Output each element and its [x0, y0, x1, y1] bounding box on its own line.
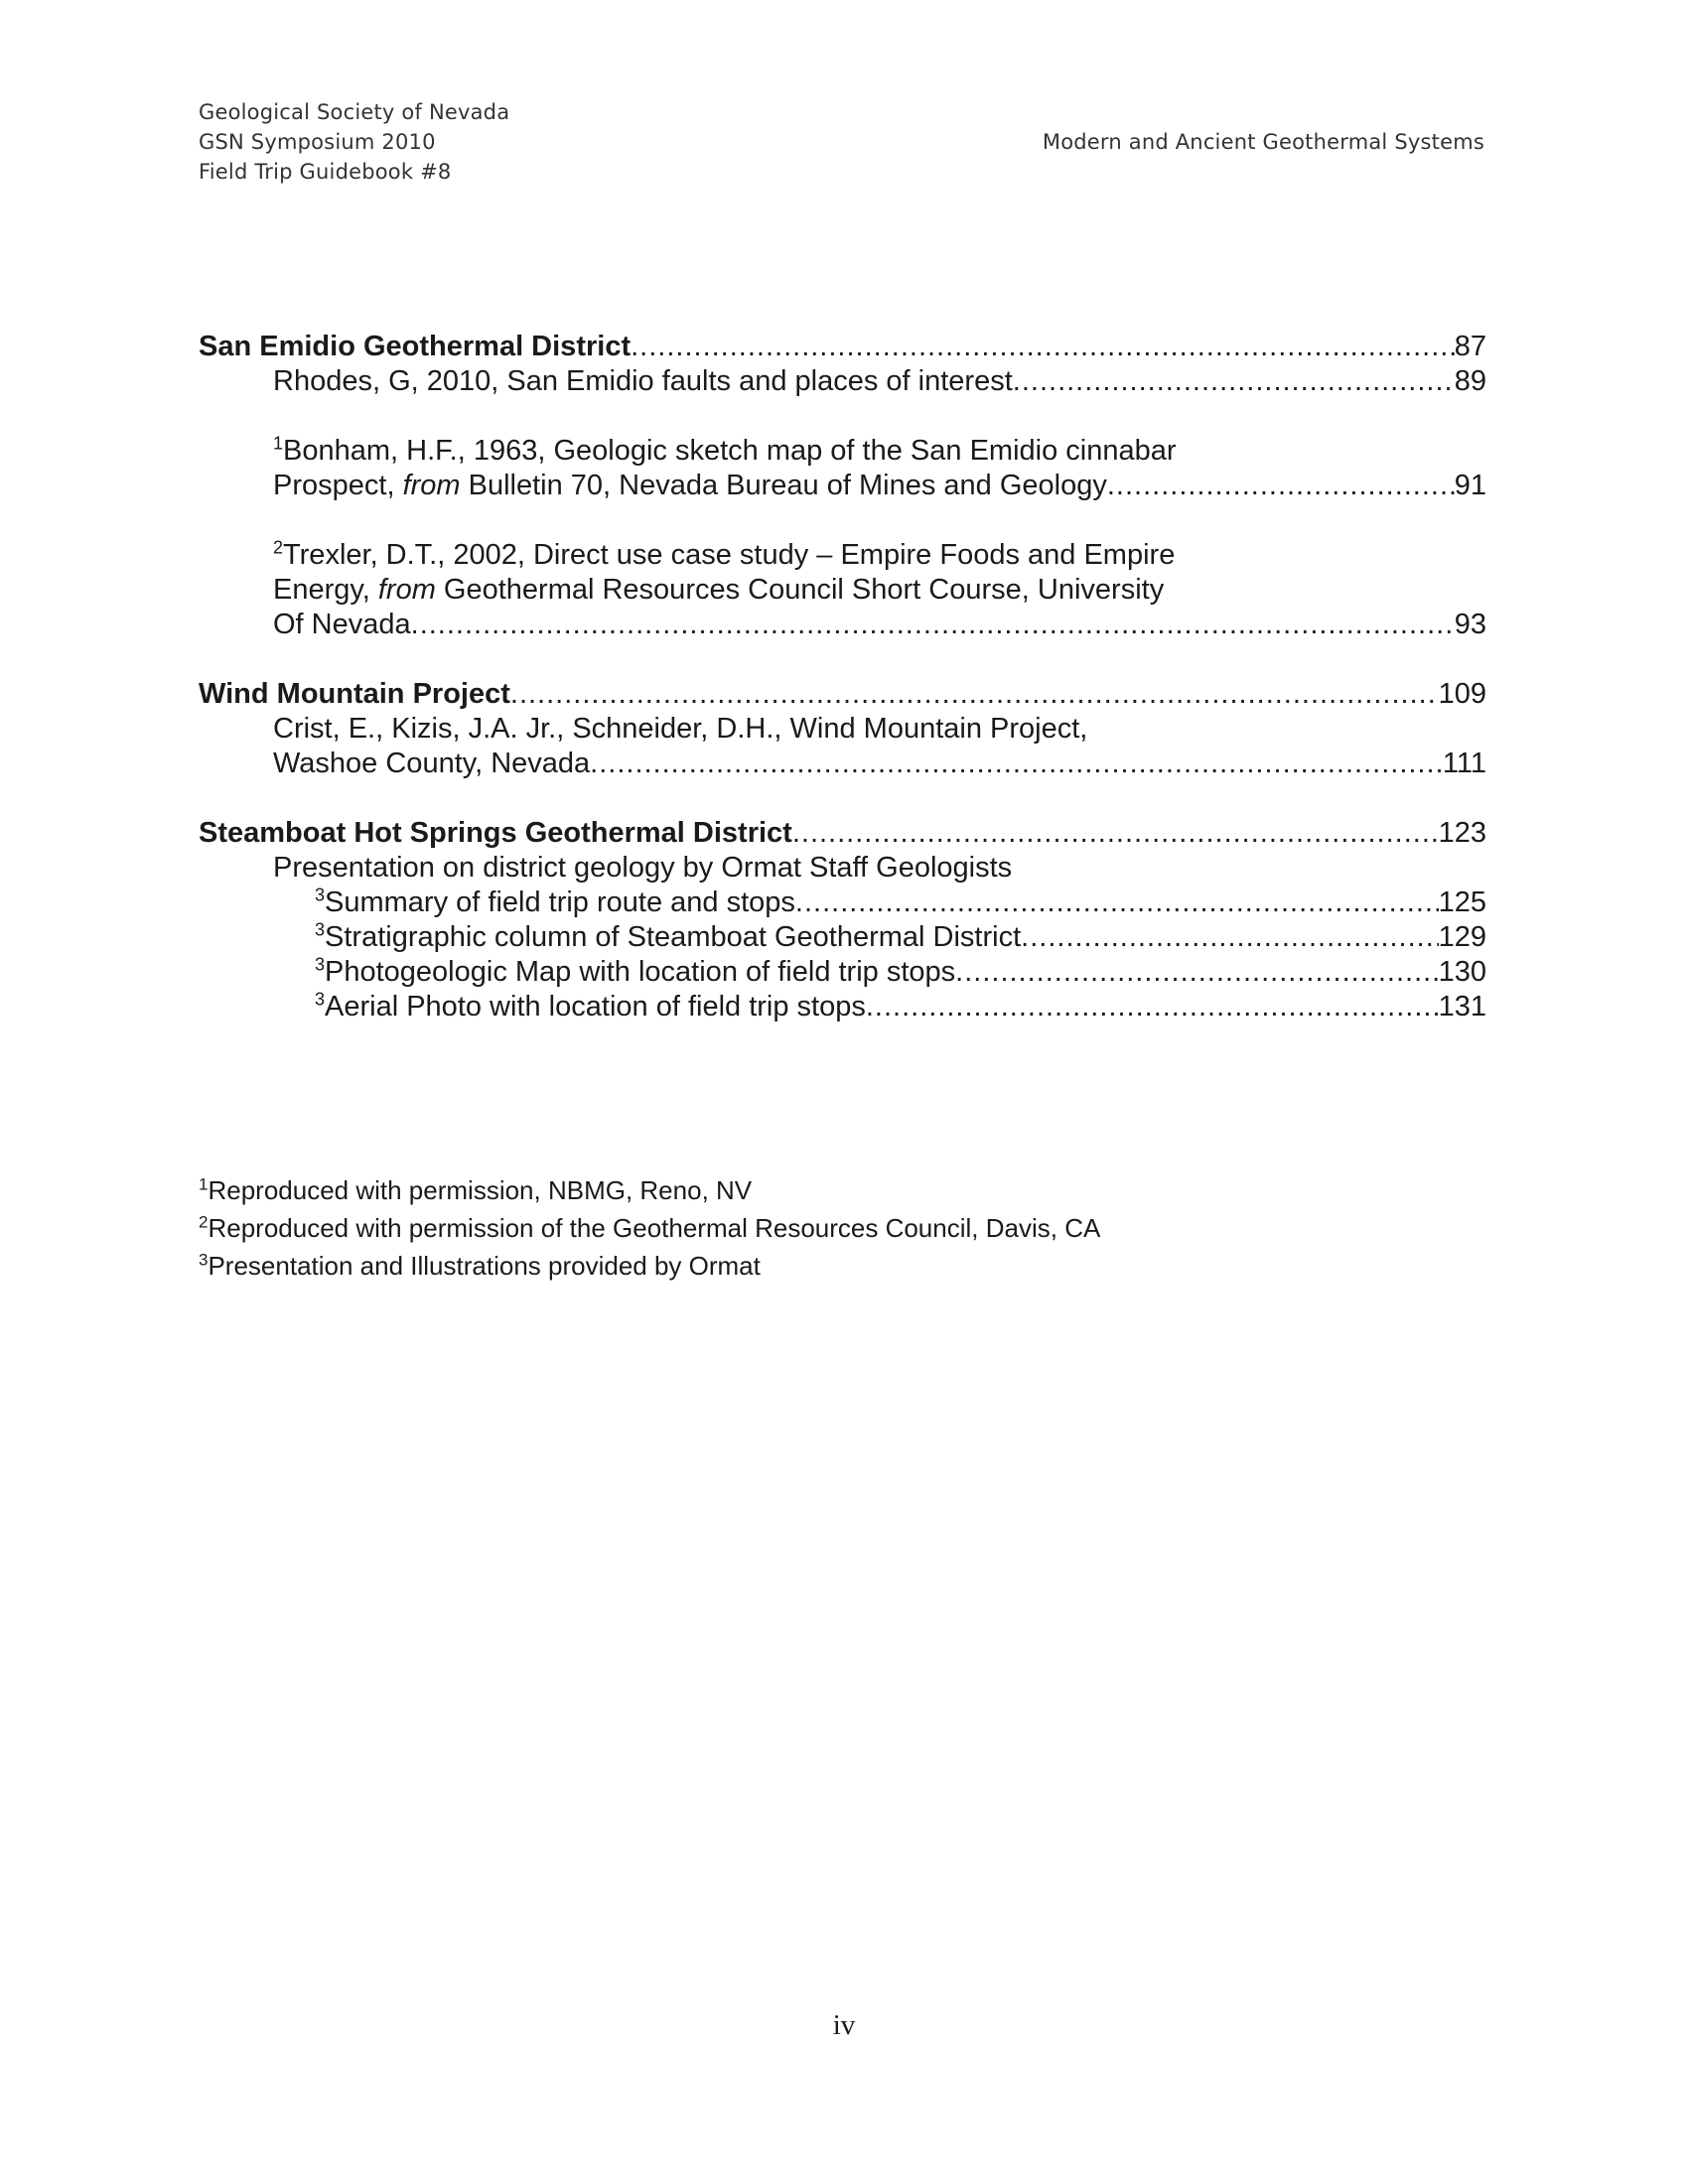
- toc-spacer: [199, 781, 1486, 816]
- toc-text-part: Energy,: [273, 574, 378, 606]
- toc-leader: [866, 990, 1439, 1024]
- toc-subentry-photogeologic[interactable]: [315, 955, 1486, 990]
- footnote-ref: 2: [273, 537, 284, 558]
- toc-entry-rhodes[interactable]: [273, 364, 1486, 399]
- toc-entry-text: [315, 955, 955, 990]
- toc-entry-bonham[interactable]: [199, 434, 1486, 503]
- page-number: iv: [832, 2009, 856, 2041]
- toc-subentry-stratigraphic[interactable]: [315, 920, 1486, 955]
- toc-entry-text: [273, 469, 1107, 503]
- toc-entry-line: [273, 573, 1486, 608]
- footnote-text: Reproduced with permission of the Geothermal Resources Council, Davis, CA: [208, 1213, 1101, 1243]
- footnote-1: [199, 1171, 1100, 1209]
- table-of-contents: [199, 330, 1486, 1024]
- toc-entry-text: Rhodes, G, 2010, San Emidio faults and places of interest: [273, 365, 1013, 397]
- header-symposium: GSN Symposium 2010: [199, 130, 436, 154]
- toc-page-number: 91: [1454, 470, 1486, 501]
- toc-leader: [795, 886, 1439, 920]
- toc-leader: [1107, 469, 1455, 503]
- toc-entry-line: [273, 747, 1486, 781]
- toc-entry-text: [315, 990, 866, 1024]
- footnote-3: [199, 1247, 1100, 1285]
- toc-leader: [1013, 364, 1455, 399]
- footnote-text: Reproduced with permission, NBMG, Reno, NV: [208, 1175, 753, 1205]
- toc-page-number: 111: [1442, 748, 1486, 779]
- toc-page-number: 125: [1438, 887, 1486, 918]
- toc-leader: [510, 677, 1439, 712]
- toc-entry-san-emidio[interactable]: [199, 330, 1486, 364]
- footnote-text: Presentation and Illustrations provided by Ormat: [208, 1251, 761, 1281]
- toc-text-italic: from: [377, 574, 436, 606]
- toc-entry-line: [273, 538, 1486, 573]
- toc-entry-presentation: Presentation on district geology by Ormat Staff Geologists: [273, 852, 1013, 884]
- toc-entry-line: [273, 434, 1486, 469]
- toc-page-number: 89: [1454, 365, 1486, 397]
- toc-text-part: Bulletin 70, Nevada Bureau of Mines and Geology: [460, 470, 1107, 501]
- toc-spacer: [199, 503, 1486, 538]
- toc-entry-line: [273, 469, 1486, 503]
- toc-page-number: 130: [1438, 956, 1486, 988]
- toc-spacer: [199, 399, 1486, 434]
- toc-leader: [1021, 920, 1438, 955]
- toc-text-part: Geothermal Resources Council Short Course, University: [435, 574, 1165, 606]
- toc-page-number: 129: [1438, 921, 1486, 953]
- toc-subentry-aerial[interactable]: [315, 990, 1486, 1024]
- toc-section-title: San Emidio Geothermal District: [199, 331, 632, 362]
- toc-entry-text: Of Nevada: [273, 609, 411, 640]
- toc-page-number: 109: [1438, 678, 1486, 710]
- toc-section-title: Steamboat Hot Springs Geothermal District: [199, 817, 792, 849]
- toc-page-number: 131: [1438, 991, 1486, 1023]
- footnote-ref: 3: [315, 989, 326, 1010]
- toc-text-part: Aerial Photo with location of field trip stops: [325, 991, 866, 1023]
- toc-text-part: Prospect,: [273, 470, 403, 501]
- toc-text-part: Summary of field trip route and stops: [325, 887, 795, 918]
- toc-leader: [955, 955, 1438, 990]
- toc-entry-text: [315, 886, 795, 920]
- toc-text-part: Stratigraphic column of Steamboat Geothermal District: [325, 921, 1022, 953]
- toc-leader: [590, 747, 1443, 781]
- toc-leader: [792, 816, 1439, 851]
- toc-page-number: 123: [1438, 817, 1486, 849]
- footnote-2: [199, 1209, 1100, 1247]
- toc-entry-steamboat[interactable]: [199, 816, 1486, 851]
- toc-page-number: 87: [1454, 331, 1486, 362]
- toc-entry-text: [315, 920, 1021, 955]
- toc-entry-text: Bonham, H.F., 1963, Geologic sketch map of the San Emidio cinnabar: [283, 435, 1177, 467]
- toc-section-title: Wind Mountain Project: [199, 678, 510, 710]
- footnote-ref: 3: [315, 954, 326, 975]
- header-guidebook: Field Trip Guidebook #8: [199, 160, 452, 184]
- toc-entry-crist[interactable]: [199, 712, 1486, 781]
- footnote-marker: 2: [199, 1212, 209, 1232]
- toc-entry-line: [273, 608, 1486, 642]
- toc-page-number: 93: [1454, 609, 1486, 640]
- toc-entry-text: Washoe County, Nevada: [273, 748, 591, 779]
- footnote-ref: 3: [315, 919, 326, 940]
- toc-subentry-summary[interactable]: [315, 886, 1486, 920]
- footnote-marker: 3: [199, 1250, 209, 1270]
- footnotes: [199, 1171, 1100, 1285]
- toc-text-part: Photogeologic Map with location of field trip stops: [325, 956, 956, 988]
- footnote-marker: 1: [199, 1174, 209, 1194]
- toc-leader: [411, 608, 1455, 642]
- toc-text-italic: from: [402, 470, 461, 501]
- toc-entry-wind-mountain[interactable]: [199, 677, 1486, 712]
- footnote-ref: 1: [273, 433, 284, 454]
- header-society: Geological Society of Nevada: [199, 100, 510, 124]
- toc-entry-line: Crist, E., Kizis, J.A. Jr., Schneider, D.H., Wind Mountain Project,: [273, 713, 1088, 745]
- toc-entry-trexler[interactable]: [199, 538, 1486, 642]
- footnote-ref: 3: [315, 885, 326, 905]
- running-header: [199, 97, 1484, 187]
- header-title: Modern and Ancient Geothermal Systems: [1042, 130, 1484, 154]
- toc-spacer: [199, 642, 1486, 677]
- toc-entry-text: Trexler, D.T., 2002, Direct use case study – Empire Foods and Empire: [283, 539, 1176, 571]
- toc-leader: [631, 330, 1455, 364]
